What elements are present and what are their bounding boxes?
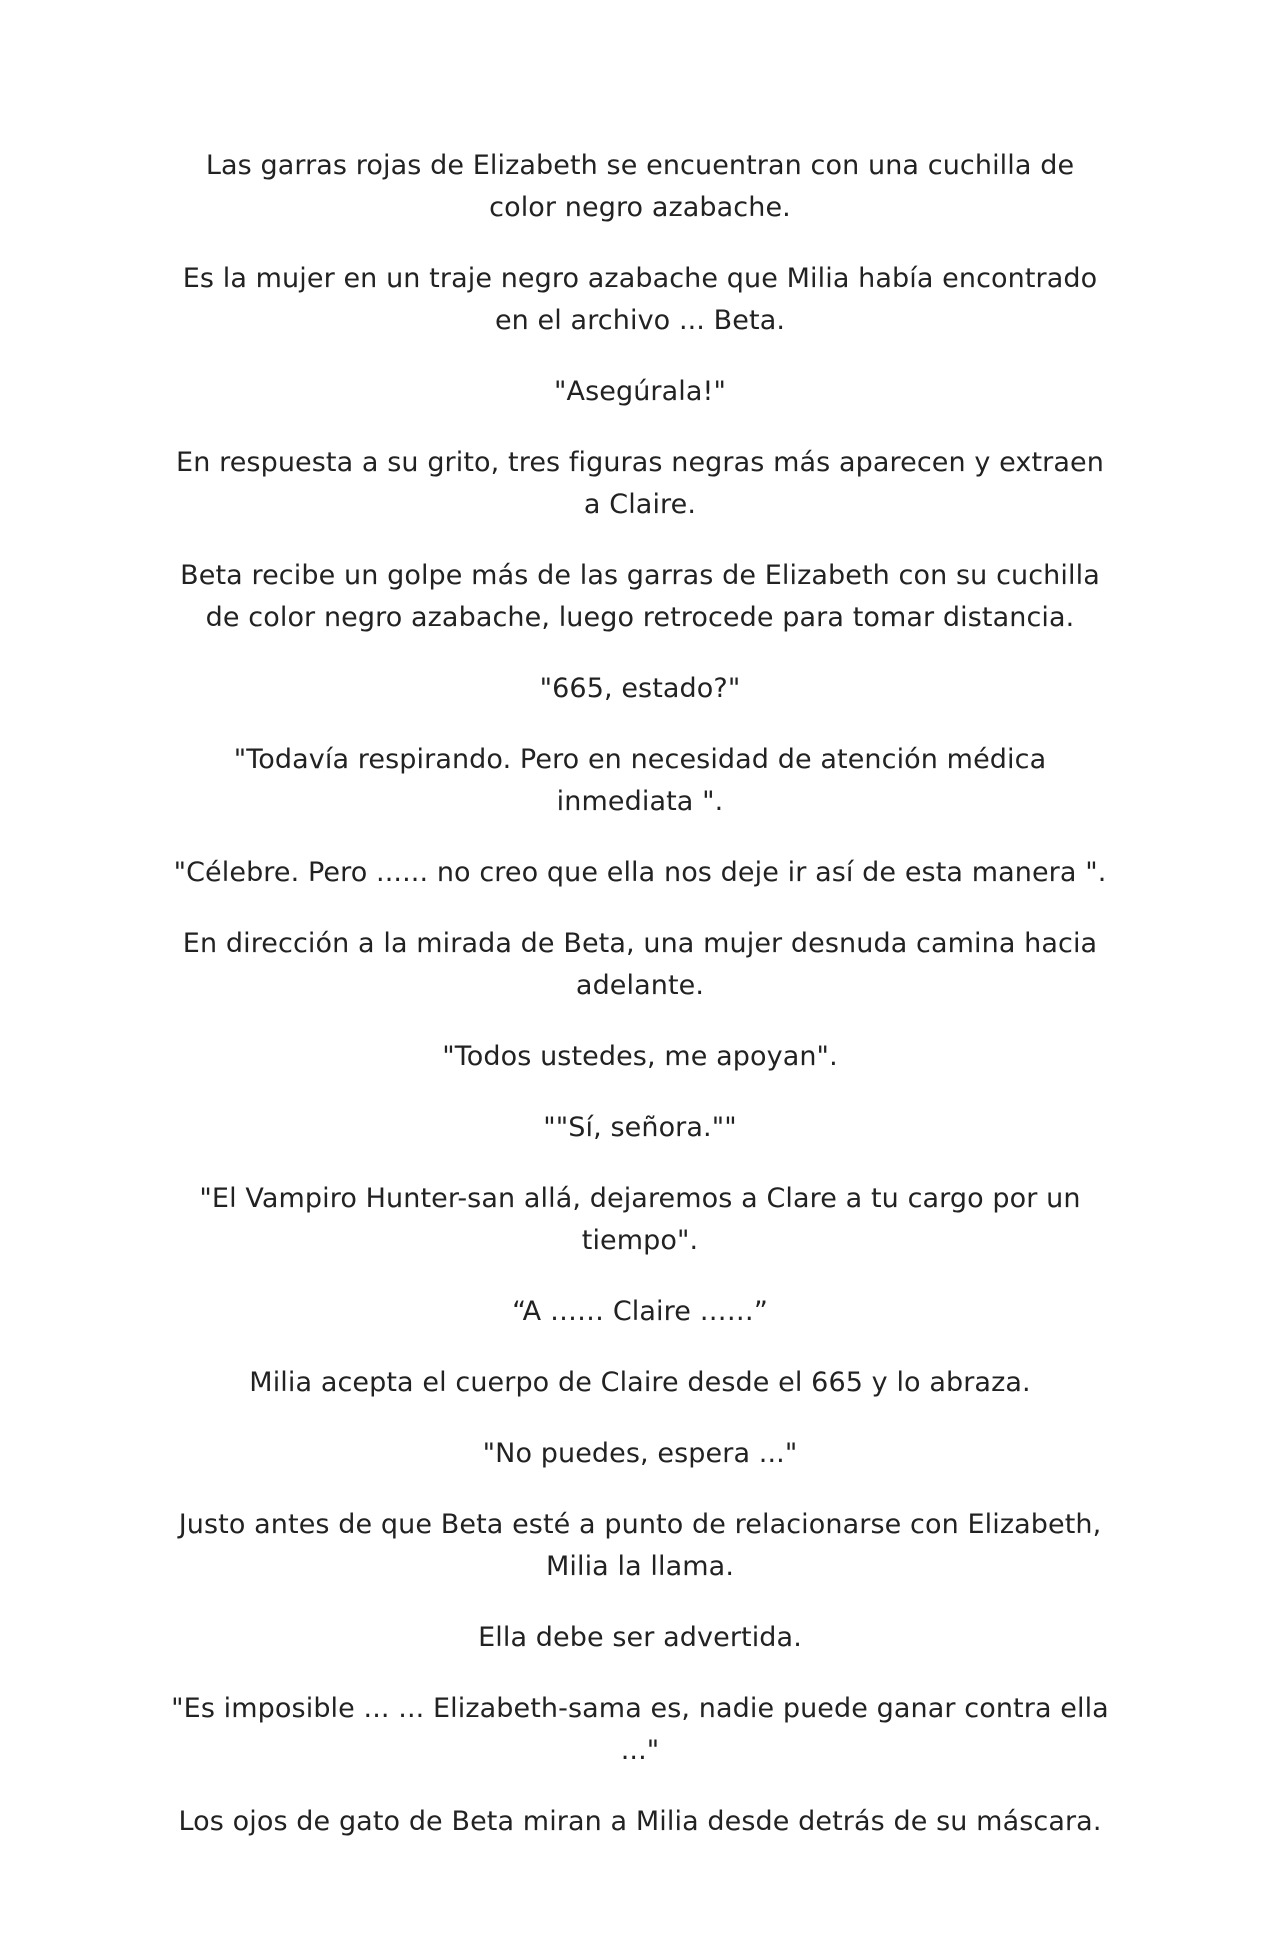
paragraph: Ella debe ser advertida.: [478, 1622, 802, 1653]
paragraph: "Asegúrala!": [554, 376, 726, 407]
paragraph: “A …… Claire ……”: [512, 1296, 768, 1327]
paragraph: "Es imposible ... ... Elizabeth-sama es, nadie puede ganar contra ella ...": [171, 1693, 1109, 1766]
paragraph: Las garras rojas de Elizabeth se encuentran con una cuchilla de color negro azabache.: [205, 150, 1075, 223]
document-body: [170, 145, 1110, 1872]
paragraph: Justo antes de que Beta esté a punto de relacionarse con Elizabeth, Milia la llama.: [178, 1509, 1102, 1582]
paragraph: Los ojos de gato de Beta miran a Milia desde detrás de su máscara.: [178, 1806, 1102, 1837]
paragraph: Beta recibe un golpe más de las garras de Elizabeth con su cuchilla de color negro azabache, luego retrocede para tomar distancia.: [180, 560, 1100, 633]
paragraph: Es la mujer en un traje negro azabache que Milia había encontrado en el archivo ... Beta.: [182, 263, 1098, 336]
paragraph: "No puedes, espera ...": [482, 1438, 798, 1469]
paragraph: En dirección a la mirada de Beta, una mujer desnuda camina hacia adelante.: [182, 928, 1098, 1001]
paragraph: En respuesta a su grito, tres figuras negras más aparecen y extraen a Claire.: [176, 447, 1104, 520]
paragraph: "Todos ustedes, me apoyan".: [442, 1041, 838, 1072]
paragraph: "Todavía respirando. Pero en necesidad de atención médica inmediata ".: [233, 744, 1047, 817]
paragraph: "El Vampiro Hunter-san allá, dejaremos a Clare a tu cargo por un tiempo".: [199, 1183, 1081, 1256]
paragraph: ""Sí, señora."": [543, 1112, 737, 1143]
paragraph: Milia acepta el cuerpo de Claire desde el 665 y lo abraza.: [249, 1367, 1031, 1398]
paragraph: "665, estado?": [539, 673, 741, 704]
paragraph: "Célebre. Pero ...... no creo que ella nos deje ir así de esta manera ".: [173, 857, 1107, 888]
